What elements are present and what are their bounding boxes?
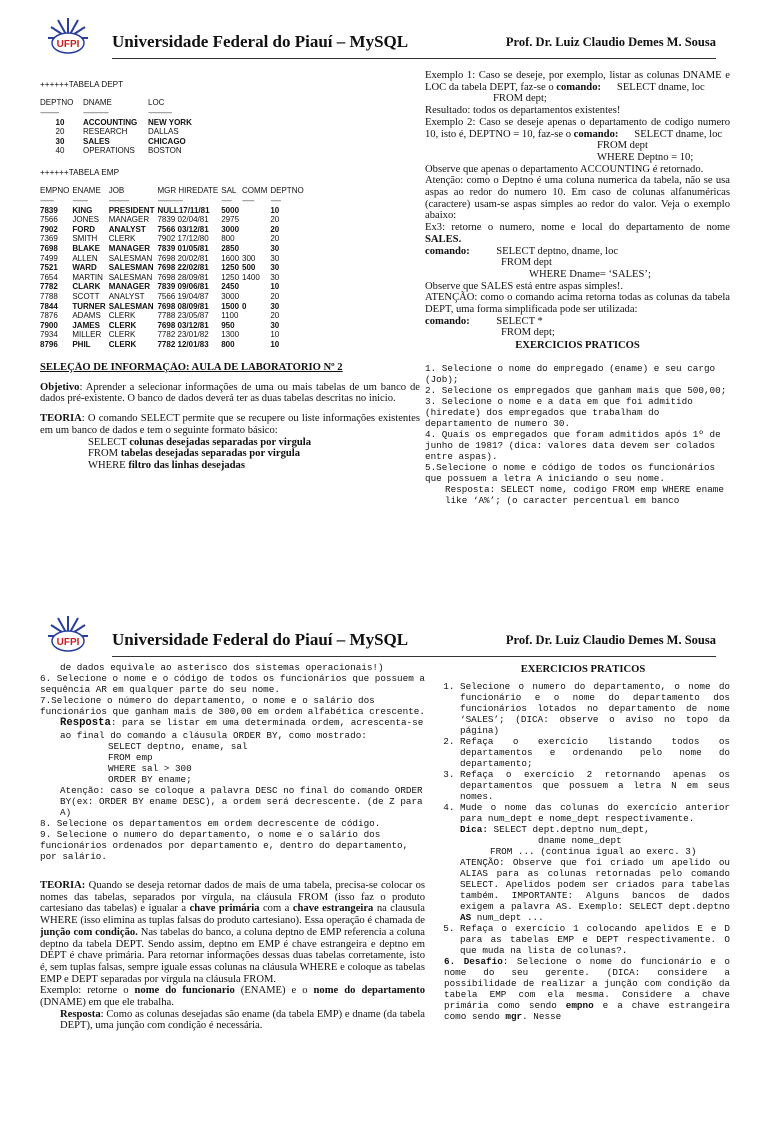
table-cell: 30 (270, 253, 280, 263)
table-cell: 800 (221, 234, 235, 244)
table-cell: 7698 03/12/81 (157, 320, 209, 330)
table-cell: 300 (242, 253, 256, 263)
table-cell: ANALYST (108, 224, 146, 234)
page-2 (0, 598, 768, 1143)
table-cell: 2450 (221, 282, 240, 292)
list-item: 2. Selecione os empregados que ganham mais que 500,00; (425, 385, 727, 396)
list-item: 5. Refaça o exercício 1 colocando apelidos E e D para as tabelas EMP e DEPT respectivamente. O que muda na lista de colunas?. (460, 923, 730, 956)
university-title: Universidade Federal do Piauí – MySQL (112, 630, 409, 649)
teoria-paragraph: TEORIA: Quando se deseja retornar dados de mais de uma tabela, precisa-se colocar os nomes das tabelas, separados por vírgula, na cláusula FROM (isso faz o produto cartesiano das tabelas) e igualar a chave primária com a chave estrangeira na clausula WHERE (isso elimina as tuplas falsas do produto cartesiano). Essa operação é chamada de junção com condição. Nas tabelas do banco, a coluna deptno de EMP referencia a coluna deptno da tabela DEPT. Sendo assim, deptno em EMP é chave estrangeira e deptno em DEPT é chave primária. Para retornar informações dessas duas tabelas corretamente, isto é, sem tuplas falsas, sempre iguale essas colunas na cláusula WHERE e coloque as tabelas EMP e DEPT separadas por vírgula na cláusula FROM. (40, 880, 425, 985)
table-cell: 10 (270, 205, 280, 215)
code-line: comando: SELECT * (425, 315, 543, 327)
table-cell: MANAGER (108, 215, 150, 225)
table-row (40, 263, 307, 273)
table-cell (242, 330, 270, 340)
table-cell: CLERK (108, 330, 136, 340)
syntax-line: WHERE filtro das linhas desejadas (88, 459, 245, 471)
table-row (40, 302, 307, 312)
table-cell (242, 244, 270, 254)
table-cell: MARTIN (72, 272, 103, 282)
dept-header: DEPTNO (40, 98, 74, 108)
list-item: 5.Selecione o nome e código de todos os funcionários que possuem a letra A iniciando o seu nome. (425, 462, 716, 484)
table-cell: MILLER (72, 330, 102, 340)
exercises-title: EXERCÍCIOS PRÁTICOS (515, 340, 640, 351)
table-cell: BLAKE (72, 243, 100, 253)
table-cell (242, 225, 270, 235)
code-line: comando: SELECT deptno, dname, loc (425, 245, 619, 257)
syntax-line: SELECT colunas desejadas separadas por virgula (88, 436, 311, 448)
code-line: ORDER BY ename; (108, 773, 192, 785)
exercises-column (425, 340, 730, 530)
list-item: 1. Selecione o numero do departamento, o nome do funcionário e o nome do departamento dos funcionários lotados no departamento de nome ‘SALES’; (DICA: observe o aviso no topo da página) (460, 681, 730, 736)
table-cell: MANAGER (108, 282, 151, 292)
syntax-line: FROM tabelas desejadas separadas por virgula (88, 448, 301, 460)
emp-table: EMPNO ENAME JOB MGR HIREDATE SAL COMM DEPTNO -------- --------- ------------ --------------- ------ ------- ------ 7839 KING PRESIDENT NULL17/11/81 5000 10 7566 JONES MANAGER 7839 02/04/81 2975 20 7902 FORD ANALYST 7566 03/12/81 3000 20 7369 SMITH CLERK 7902 17/12/80 800 20 7698 BLAKE MANAGER 7839 01/05/81 2850 30 7499 ALLEN SALESMAN 7698 20/02/81 1600 300 30 7521 WARD SALESMAN 7698 22/02/81 1250 500 30 7654 MARTIN SALESMAN 7698 28/09/81 1250 1400 30 7782 CLARK MANAGER 7839 09/06/81 2450 10 7788 SCOTT ANALYST 7566 19/04/87 3000 20 7844 TURNER SALESMAN 7698 08/09/81 1500 0 30 7876 ADAMS CLERK 7788 23/05/87 1100 20 7900 JAMES CLERK 7698 03/12/81 950 30 7934 MILLER CLERK 7782 23/01/82 1300 10 8796 PHIL CLERK 7782 12/01/83 800 10 (40, 186, 307, 349)
example-1: Exemplo 1: Caso se deseje, por exemplo, listar as colunas DNAME e LOC da tabela DEPT, faz-se o comando: SELECT dname, loc (425, 70, 730, 93)
table-cell: 1250 (221, 272, 240, 282)
table-row (40, 244, 307, 254)
table-cell: 20 (270, 291, 280, 301)
table-cell: 20 (270, 215, 280, 225)
table-row (40, 215, 307, 225)
code-line: FROM emp (108, 751, 153, 763)
table-cell: 800 (221, 339, 235, 349)
exercise-7: 7.Selecione o número do departamento, o nome e o salário dos funcionários que ganham mais de 300,00 em ordem alfabética crescente. (40, 695, 425, 717)
table-cell: FORD (72, 224, 96, 234)
list-item: 3. Selecione o nome e a data em que foi admitido (hiredate) dos empregados que trabalham do departamento de numero 30. (425, 396, 693, 429)
table-cell: CLARK (72, 282, 101, 292)
emp-header: SAL (221, 186, 237, 196)
table-cell: 7654 (40, 272, 58, 282)
observation: Observe que apenas o departamento ACCOUNTING é retornado. (425, 163, 704, 175)
professor-name: Prof. Dr. Luiz Claudio Demes M. Sousa (505, 633, 716, 647)
dica-line: Dica: SELECT dept.deptno num_dept, (460, 824, 650, 835)
code-line: FROM dept; (501, 327, 555, 339)
table-cell: MANAGER (108, 243, 151, 253)
table-cell: CLERK (108, 234, 136, 244)
code-line: FROM dept (501, 257, 552, 269)
answer-line: Resposta: SELECT nome, codigo FROM emp WHERE ename like ‘A%’; (o caracter percentual em banco (445, 484, 724, 506)
table-cell: 10 (270, 339, 280, 349)
emp-header: DEPTNO (270, 186, 304, 196)
table-cell: 10 (270, 330, 280, 340)
table-cell: JONES (72, 215, 100, 225)
exercises-title: EXERCÍCIOS PRÁTICOS (520, 664, 646, 675)
table-row: 20 RESEARCH DALLAS (55, 127, 179, 137)
table-cell: 7839 02/04/81 (157, 215, 209, 225)
table-row (40, 292, 307, 302)
continued-text: de dados equivale ao asterisco dos sistemas operacionais!) (60, 662, 384, 673)
answer-7: Resposta: para se listar em uma determinada ordem, acrescenta-se ao final do comando a cláusula ORDER BY, como mostrado: (60, 717, 424, 741)
table-cell: 1250 (221, 263, 240, 273)
example-3: Ex3: retorne o numero, nome e local do departamento de nome SALES. (425, 222, 730, 245)
emp-header: MGR HIREDATE (157, 186, 219, 196)
observation: Observe que SALES está entre aspas simples!. (425, 280, 623, 292)
table-cell: 10 (270, 282, 280, 292)
table-cell (242, 292, 270, 302)
table-cell: SALESMAN (108, 301, 154, 311)
table-cell: 7566 (40, 215, 58, 225)
table-cell: 1300 (221, 330, 240, 340)
code-line: FROM dept; (493, 93, 547, 105)
table-row: 40 OPERATIONS BOSTON (55, 146, 182, 156)
table-cell (242, 321, 270, 331)
table-cell: 2850 (221, 243, 240, 253)
table-cell: 3000 (221, 291, 240, 301)
table-cell: 7698 28/09/81 (157, 272, 209, 282)
table-row (40, 273, 307, 283)
list-item: 3. Refaça o exercício 2 retornando apenas os departamentos que possuem a letra N em seus nomes. (460, 769, 730, 802)
exercise-9: 9. Selecione o numero do departamento, o nome e o salário dos funcionários ordenados por departamento e, dentro do departamento, por salário. (40, 828, 409, 862)
table-row (40, 206, 307, 216)
table-cell: SCOTT (72, 291, 100, 301)
table-cell: 30 (270, 320, 280, 330)
table-cell: 7902 (40, 224, 58, 234)
table-row: 10 ACCOUNTING NEW YORK (55, 117, 192, 127)
table-cell: 1100 (221, 311, 239, 321)
ufpi-logo-icon (46, 614, 90, 658)
emp-table-title: ++++++TABELA EMP (40, 167, 120, 177)
table-cell (242, 234, 270, 244)
table-row (40, 234, 307, 244)
table-cell: PHIL (72, 339, 91, 349)
table-cell: SALESMAN (108, 253, 153, 263)
table-cell: ADAMS (72, 311, 101, 321)
table-cell: 7876 (40, 311, 58, 321)
table-cell: 7698 20/02/81 (157, 253, 209, 263)
table-cell: 7788 23/05/87 (157, 311, 209, 321)
dica-line: dname nome_dept (538, 835, 622, 846)
table-cell: 7902 17/12/80 (157, 234, 209, 244)
table-cell: 7900 (40, 320, 58, 330)
table-cell: 7844 (40, 301, 58, 311)
page-1 (0, 0, 768, 545)
list-item: 4. Mude o nome das colunas do exercício anterior para num_dept e nome_dept respectivamente. Dica: SELECT dept.deptno num_dept, dname nome_dept FROM ... (continua igual ao exerc. 3) ATENÇÃO: Observe que foi criado um apelido ou ALIAS para as colunas retornadas pelo comando SELECT. Apelidos podem ser criados para tabelas também. IMPORTANTE: Alguns bancos de dados exigem a palavra AS. Exemplo: SELECT dept.deptno AS num_dept ... (460, 802, 730, 923)
header-rule (112, 58, 716, 59)
table-cell: 30 (270, 301, 280, 311)
professor-name: Prof. Dr. Luiz Claudio Demes M. Sousa (505, 35, 716, 49)
answer-paragraph: Resposta: Como as colunas desejadas são ename (da tabela EMP) e dname (da tabela DEPT), uma junção com condição é necessária. (60, 1008, 425, 1032)
table-cell: CLERK (108, 320, 137, 330)
attention-note: Atenção: caso se coloque a palavra DESC no final do comando ORDER BY(ex: ORDER BY ename DESC), a ordem será decrescente. (de Z para A) (60, 784, 423, 818)
attention-note: Atenção: como o Deptno é uma coluna numerica da tabela, não se usa aspas ao redor do numero 10. Em caso de colunas alfanuméricas (caractere) usam-se aspas simples ao redor do valor. Veja o exemplo abaixo: (425, 175, 730, 222)
example-1-result: Resultado: todos os departamentos existentes! (425, 105, 621, 117)
logo-text: UFPI (56, 39, 80, 50)
table-cell (242, 282, 270, 292)
table-cell: ANALYST (108, 291, 145, 301)
table-cell: 7839 (40, 205, 58, 215)
table-cell: 7521 (40, 263, 58, 273)
code-block (40, 741, 425, 785)
table-cell: 7934 (40, 330, 58, 340)
code-line: WHERE sal > 300 (108, 762, 192, 774)
dept-header: DNAME (83, 98, 112, 108)
attention-note: ATENÇÃO: como o comando acima retorna todas as colunas da tabela DEPT, uma forma simplificada pode ser utilizada: (425, 292, 730, 316)
examples-column (425, 70, 730, 340)
table-cell: 1500 (221, 301, 240, 311)
list-item: 2. Refaça o exercício listando todos os departamentos e ordenando pelo nome do departamento; (460, 736, 730, 769)
table-cell: 20 (270, 311, 280, 321)
table-cell: 20 (270, 224, 280, 234)
table-cell: 7698 22/02/81 (157, 263, 209, 273)
alias-note: ATENÇÃO: Observe que foi criado um apelido ou ALIAS para as colunas retornadas pelo comando SELECT. Apelidos podem ser criados para tabelas também. IMPORTANTE: Alguns bancos de dados exigem a palavra AS. Exemplo: SELECT dept.deptno AS num_dept ... (460, 857, 730, 923)
university-title: Universidade Federal do Piauí – MySQL (112, 32, 409, 51)
table-cell (242, 311, 270, 321)
exercise-list (425, 363, 730, 506)
table-cell: PRESIDENT (108, 205, 155, 215)
table-cell: SALESMAN (108, 263, 154, 273)
table-cell: 7698 (40, 243, 58, 253)
list-item: 1. Selecione o nome do empregado (ename) e seu cargo (Job); (425, 363, 716, 385)
list-item: 4. Quais os empregados que foram admitidos após 1º de junho de 1981? (dica: valores data devem ser colados entre aspas). (425, 429, 721, 462)
table-cell: SMITH (72, 234, 98, 244)
table-cell (242, 340, 270, 350)
section-title: SELEÇÃO DE INFORMAÇÃO: AULA DE LABORATÓRIO Nº 2 (40, 362, 343, 373)
table-cell (242, 206, 270, 216)
table-row: 30 SALES CHICAGO (55, 136, 186, 146)
table-cell (242, 215, 270, 225)
objetivo-paragraph: Objetivo: Aprender a selecionar informações de uma ou mais tabelas de um banco de dados pré-existente. O banco de dados deverá ter as duas tabelas descritas no inicio. (40, 381, 420, 405)
code-line: SELECT deptno, ename, sal (108, 740, 248, 752)
table-cell: 7782 23/01/82 (157, 330, 209, 340)
logo-text: UFPI (56, 637, 80, 648)
table-cell: CLERK (108, 311, 136, 321)
table-cell: 500 (242, 263, 256, 273)
table-cell: 7839 09/06/81 (157, 282, 209, 292)
table-cell: 7566 19/04/87 (157, 291, 209, 301)
code-line: WHERE Dname= ‘SALES’; (529, 268, 651, 280)
table-cell: 3000 (221, 224, 240, 234)
table-cell: 7782 (40, 282, 58, 292)
example-2: Exemplo 2: Caso se deseje apenas o departamento de codigo numero 10, isto é, DEPTNO = 10, faz-se o comando: SELECT dname, loc (425, 116, 730, 140)
exercise-6: 6. Selecione o nome e o código de todos os funcionários que possuem a sequência AR em qualquer parte do seu nome. (40, 673, 425, 695)
table-row (40, 340, 307, 350)
table-row (40, 225, 307, 235)
table-cell: 20 (270, 234, 280, 244)
lab-intro (40, 362, 420, 472)
header-rule (112, 656, 716, 657)
exemplo-paragraph: Exemplo: retorne o nome do funcionario (ENAME) e o nome do departamento (DNAME) em que ele trabalha. (40, 985, 425, 1009)
dica-line: FROM ... (continua igual ao exerc. 3) (490, 846, 697, 857)
table-row (40, 282, 307, 292)
teoria-paragraph: TEORIA: O comando SELECT permite que se recupere ou liste informações existentes em um banco de dados e tem o seguinte formato básico: (40, 413, 420, 436)
table-cell: 7698 08/09/81 (157, 301, 209, 311)
page2-exercises-column (436, 664, 730, 1143)
table-cell: 5000 (221, 205, 240, 215)
dept-table-title: ++++++TABELA DEPT (40, 80, 124, 89)
table-cell: KING (72, 205, 93, 215)
table-cell: SALESMAN (108, 272, 153, 282)
table-cell: 7782 12/01/83 (157, 339, 209, 349)
table-cell: 7788 (40, 291, 58, 301)
code-line: WHERE Deptno = 10; (597, 151, 694, 163)
exercise-list (436, 681, 730, 1022)
emp-header: JOB (108, 186, 125, 196)
table-cell: JAMES (72, 320, 100, 330)
desafio-item: 6. Desafio: Selecione o nome do funcionário e o nome do seu gerente. (DICA: considere a possibilidade de realizar a junção com condição da tabela EMP com ela mesma. Considere a chave primária como sendo empno e a chave estrangeira como sendo mgr. Nesse (444, 956, 730, 1022)
table-cell: 30 (270, 263, 280, 273)
table-row (40, 330, 307, 340)
dept-table: DEPTNO DNAME LOC ----------- --------------- -------------- 10 ACCOUNTING NEW YORK 20 RESEARCH DALLAS 30 SALES CHICAGO 40 OPERATIONS BOSTON (40, 98, 195, 156)
dept-header: LOC (148, 98, 165, 108)
table-cell: 1600 (221, 253, 240, 263)
table-cell: 7839 01/05/81 (157, 243, 209, 253)
table-row (40, 321, 307, 331)
emp-header: COMM (242, 186, 268, 196)
table-cell: 30 (270, 243, 280, 253)
teoria-section (40, 880, 425, 1143)
table-cell: 30 (270, 272, 280, 282)
table-cell: ALLEN (72, 253, 98, 263)
page-header (40, 14, 728, 62)
table-cell: 950 (221, 320, 235, 330)
ufpi-logo-icon (46, 16, 90, 60)
table-cell: 8796 (40, 339, 58, 349)
table-cell: 0 (242, 301, 247, 311)
table-row (40, 311, 307, 321)
table-cell: 7566 03/12/81 (157, 224, 209, 234)
table-cell: WARD (72, 263, 97, 273)
emp-header: ENAME (72, 186, 101, 196)
code-line: FROM dept (597, 140, 648, 152)
table-cell: TURNER (72, 301, 106, 311)
table-cell: 1400 (242, 272, 260, 282)
page-header (40, 612, 728, 660)
table-cell: NULL17/11/81 (157, 205, 210, 215)
exercise-8: 8. Selecione os departamentos em ordem decrescente de código. (40, 817, 381, 829)
emp-header: EMPNO (40, 186, 70, 196)
table-row (40, 254, 307, 264)
table-cell: 7499 (40, 253, 58, 263)
table-cell: 7369 (40, 234, 58, 244)
table-cell: CLERK (108, 339, 137, 349)
table-cell: 2975 (221, 215, 240, 225)
